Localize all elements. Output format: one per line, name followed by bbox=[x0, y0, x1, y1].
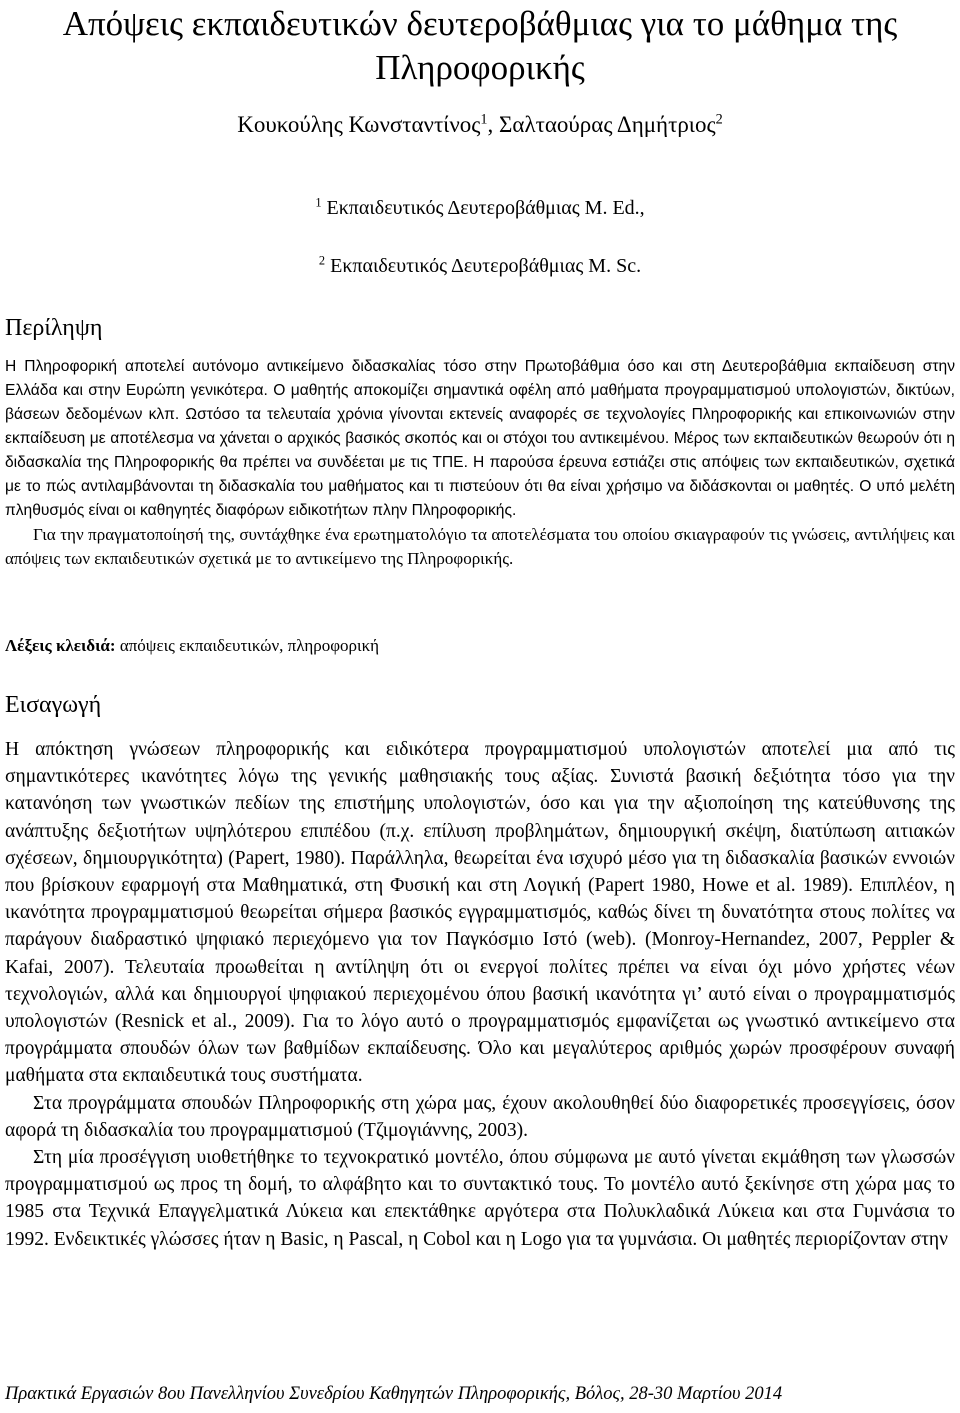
author-line bbox=[0, 110, 960, 140]
keywords-label: Λέξεις κλειδιά: bbox=[5, 636, 116, 655]
page-footer: Πρακτικά Εργασιών 8ου Πανελληνίου Συνεδρίου Καθηγητών Πληροφορικής, Βόλος, 28-30 Μαρτίου 2014 bbox=[5, 1384, 783, 1404]
intro-heading: Εισαγωγή bbox=[5, 692, 102, 718]
affiliation-text: Εκπαιδευτικός Δευτεροβάθμιας M. Sc. bbox=[330, 255, 642, 277]
author-name: Σαλταούρας Δημήτριος bbox=[499, 112, 716, 137]
author-separator: , bbox=[487, 112, 500, 137]
affiliation-2 bbox=[0, 253, 960, 279]
abstract-body bbox=[5, 355, 955, 571]
intro-paragraph: Στη μία προσέγγιση υιοθετήθηκε το τεχνοκρατικό μοντέλο, όπου σύμφωνα με αυτό γίνεται εκμάθηση των γλωσσών προγραμματισμού ως προς τη δομή, το αλφάβητο και το συντακτικό τους. Το μοντέλο αυτό ξεκίνησε στη χώρα μας το 1985 στα Τεχνικά Επαγγελματικά Λύκεια και επεκτάθηκε αργότερα στα Πολυκλαδικά Λύκεια και στα Γυμνάσια το 1992. Ενδεικτικές γλώσσες ήταν η Basic, η Pascal, η Cobol και η Logo για τα γυμνάσια. Οι μαθητές περιορίζονταν στην bbox=[5, 1147, 955, 1250]
abstract-paragraph: Η Πληροφορική αποτελεί αυτόνομο αντικείμενο διδασκαλίας τόσο στην Πρωτοβάθμια όσο και στη Δευτεροβάθμια εκπαίδευση στην Ελλάδα και στην Ευρώπη γενικότερα. Ο μαθητής αποκομίζει σημαντικά οφέλη από μαθήματα προγραμματισμού υπολογιστών, δικτύων, βάσεων δεδομένων κλπ. Ωστόσο τα τελευταία χρόνια γίνονται εκτενείς αναφορές σε τεχνολογίες Πληροφορικής και επικοινωνιών στην εκπαίδευση με αποτέλεσμα να χάνεται ο αρχικός βασικός σκοπός και οι στόχοι του αντικειμένου. Μέρος των εκπαιδευτικών θεωρούν ότι η διδασκαλία της Πληροφορικής θα πρέπει να συνδέεται με τις ΤΠΕ. Η παρούσα έρευνα εστιάζει στις απόψεις των εκπαιδευτικών, σχετικά με το πώς αντιλαμβάνονται τη διδασκαλία του μαθήματος και τι πιστεύουν ότι θα είναι χρήσιμο να διδάσκονται οι μαθητές. Ο υπό μελέτη πληθυσμός είναι οι καθηγητές διαφόρων ειδικοτήτων πλην Πληροφορικής. bbox=[5, 358, 955, 519]
intro-paragraph: Η απόκτηση γνώσεων πληροφορικής και ειδικότερα προγραμματισμού υπολογιστών αποτελεί μια από τις σημαντικότερες ικανότητες λόγω της γενικής μαθησιακής τους αξίας. Συνιστά βασική δεξιότητα τόσο για την κατανόηση των γνωστικών πεδίων της επιστήμης υπολογιστών, όσο και για την αξιοποίηση της κατεύθυνσης της ανάπτυξης δεξιοτήτων υψηλότερου επιπέδου (π.χ. επίλυση προβλημάτων, δημιουργική σκέψη, διατύπωση αιτιακών σχέσεων, δημιουργικότητα) (Papert, 1980). Παράλληλα, θεωρείται ένα ισχυρό μέσο για τη διδασκαλία βασικών εννοιών που βρίσκουν εφαρμογή στα Μαθηματικά, στη Φυσική και στη Λογική (Papert 1980, Howe et al. 1989). Επιπλέον, η ικανότητα προγραμματισμού θεωρείται σήμερα βασικός εγγραμματισμός, καθώς δίνει τη δυνατότητα στους πολίτες να παράγουν διαδραστικό ψηφιακό περιεχόμενο για τον Παγκόσμιο Ιστό (web). (Monroy-Hernandez, 2007, Peppler & Kafai, 2007). Τελευταία προωθείται η αντίληψη ότι οι ενεργοί πολίτες πρέπει να είναι όχι μόνο χρήστες νέων τεχνολογιών, αλλά και δημιουργοί ψηφιακού περιεχομένου όπου βασική ικανότητα γι’ αυτό είναι ο προγραμματισμός υπολογιστών (Resnick et al., 2009). Για το λόγο αυτό ο προγραμματισμός εμφανίζεται ως γνωστικό αντικείμενο στα προγράμματα σπουδών όλων των βαθμίδων εκπαίδευσης. Όλο και μεγαλύτερος αριθμός χωρών προσφέρουν συναφή μαθήματα στα εκπαιδευτικά τους συστήματα. bbox=[5, 739, 955, 1087]
intro-body bbox=[5, 736, 955, 1253]
affiliation-marker: 1 bbox=[315, 195, 322, 210]
affiliation-text: Εκπαιδευτικός Δευτεροβάθμιας M. Ed., bbox=[326, 197, 645, 219]
paper-title: Απόψεις εκπαιδευτικών δευτεροβάθμιας για το μάθημα της Πληροφορικής bbox=[62, 4, 898, 87]
author-name: Κουκούλης Κωνσταντίνος bbox=[237, 112, 481, 137]
affiliation-marker: 2 bbox=[318, 253, 326, 268]
author-affiliation-marker: 2 bbox=[715, 111, 723, 128]
affiliation-1 bbox=[0, 195, 960, 221]
author-affiliation-marker: 1 bbox=[480, 111, 488, 128]
abstract-heading: Περίληψη bbox=[5, 315, 103, 341]
keywords-line bbox=[5, 633, 379, 659]
abstract-paragraph: Για την πραγματοποίησή της, συντάχθηκε ένα ερωτηματολόγιο τα αποτελέσματα του οποίου σκιαγραφούν τις γνώσεις, αντιλήψεις και απόψεις των εκπαιδευτικών σχετικά με το αντικείμενο της Πληροφορικής. bbox=[5, 525, 955, 568]
keywords-text: απόψεις εκπαιδευτικών, πληροφορική bbox=[119, 636, 380, 655]
intro-paragraph: Στα προγράμματα σπουδών Πληροφορικής στη χώρα μας, έχουν ακολουθηθεί δύο διαφορετικές προσεγγίσεις, όσον αφορά τη διδασκαλία του προγραμματισμού (Τζιμογιάννης, 2003). bbox=[5, 1092, 955, 1141]
